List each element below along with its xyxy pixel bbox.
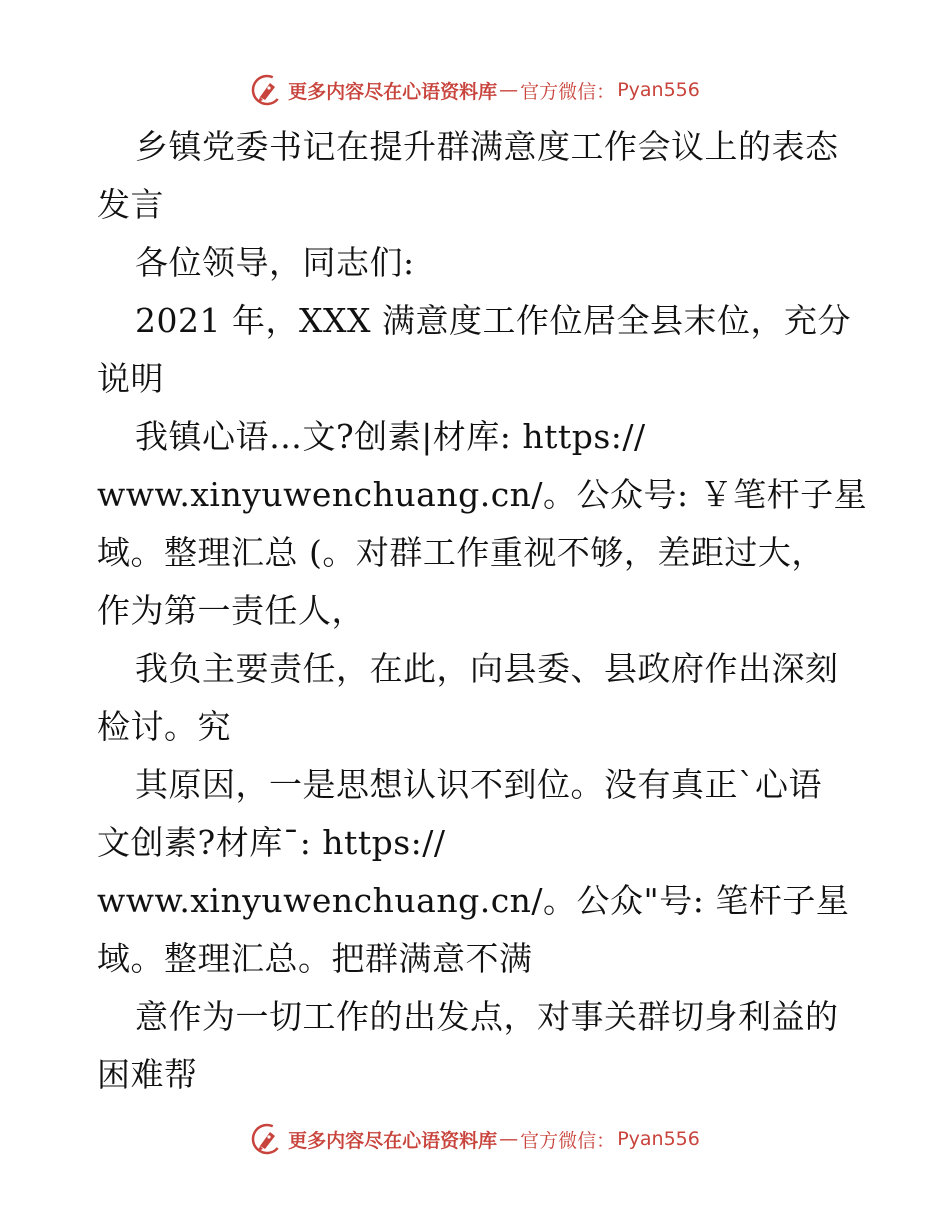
document-line: 其原因，一是思想认识不到位。没有真正`心语: [135, 765, 822, 804]
banner-wechat-label: 官方微信：: [520, 1129, 616, 1152]
header-banner: [0, 70, 950, 110]
document-line: 各位领导，同志们:: [135, 243, 415, 282]
document-line: 困难帮: [97, 1055, 198, 1094]
document-line: 域。整理汇总 (。对群工作重视不够，差距过大，: [97, 533, 825, 572]
banner-wechat-id: Pyan556: [617, 1128, 700, 1150]
document-line: 我负主要责任，在此，向县委、县政府作出深刻: [135, 649, 839, 688]
banner-dash: —: [499, 1128, 519, 1150]
banner-wechat-id: Pyan556: [617, 79, 700, 101]
document-body: [97, 118, 867, 1104]
pen-nib-logo-icon: [250, 1122, 284, 1156]
banner-dash: —: [499, 79, 519, 101]
document-line: 文创素?材库¯: https://: [97, 823, 446, 862]
document-line: 说明: [97, 359, 164, 398]
document-line: www.xinyuwenchuang.cn/。公众"号: 笔杆子星: [97, 881, 850, 920]
banner-wechat-label: 官方微信：: [520, 80, 616, 103]
pen-nib-logo-icon: [250, 73, 284, 107]
footer-banner: [0, 1119, 950, 1159]
document-title-line: 乡镇党委书记在提升群满意度工作会议上的表态: [135, 127, 839, 166]
document-line: www.xinyuwenchuang.cn/。公众号: ￥笔杆子星: [97, 475, 868, 514]
document-line: 我镇心语…文?创素|材库: https://: [135, 417, 646, 456]
banner-brand-text: 更多内容尽在心语资料库: [288, 80, 498, 103]
document-line: 检讨。究: [97, 707, 231, 746]
banner-brand-text: 更多内容尽在心语资料库: [288, 1129, 498, 1152]
document-title-line: 发言: [97, 185, 164, 224]
document-line: 域。整理汇总。把群满意不满: [97, 939, 533, 978]
document-line: 2021 年，XXX 满意度工作位居全县末位，充分: [135, 301, 851, 340]
document-line: 作为第一责任人，: [97, 591, 365, 630]
document-line: 意作为一切工作的出发点，对事关群切身利益的: [135, 997, 839, 1036]
